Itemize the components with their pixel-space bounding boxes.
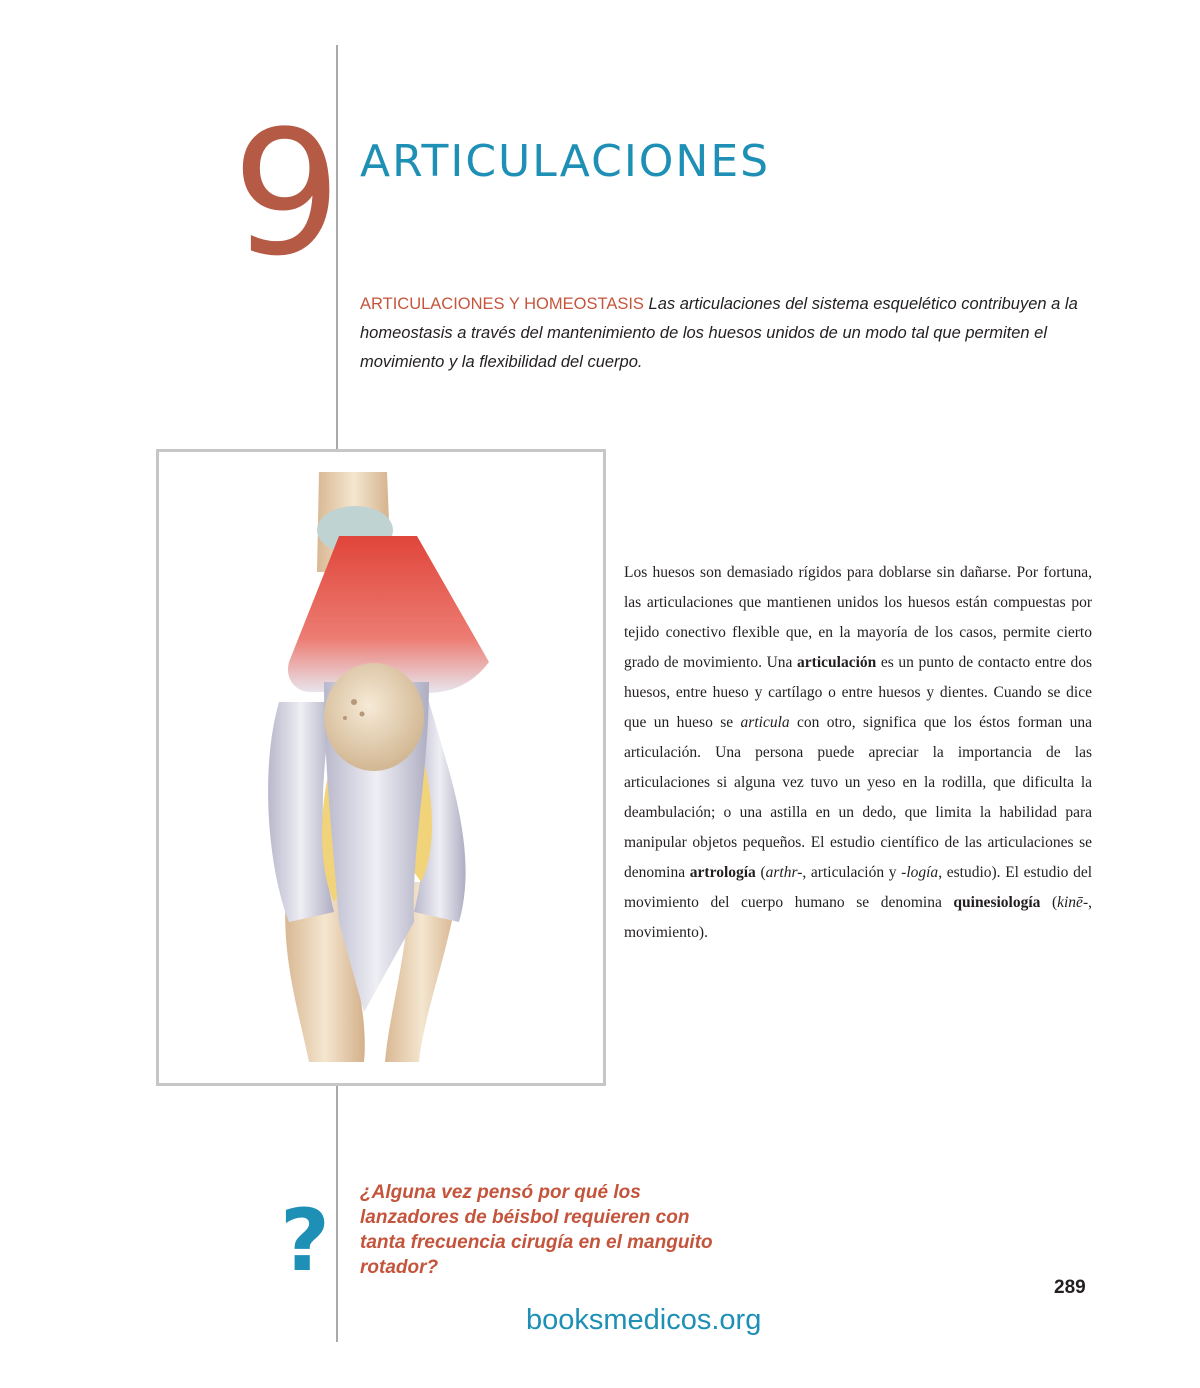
chapter-title: ARTICULACIONES xyxy=(360,136,771,187)
patella-shape xyxy=(324,663,424,771)
etym-kine: kinē- xyxy=(1057,894,1089,911)
body-text-5: , articulación y xyxy=(802,864,902,881)
body-text-6: , estudio). El estudio del movimiento del cuerpo humano se denomina xyxy=(624,864,1093,911)
term-artrologia: artrología xyxy=(689,864,756,881)
term-articula: articula xyxy=(740,714,790,731)
knee-figure xyxy=(156,449,606,1086)
etym-arthr: arthr- xyxy=(765,864,803,881)
term-articulacion: articulación xyxy=(797,654,877,671)
intro-text: Las articulaciones del sistema esquelético contribuyen a la homeostasis a través del mantenimiento de los huesos unidos de un modo tal que permiten el movimiento y la flexibilidad del cuerpo. xyxy=(360,295,1078,371)
question-mark-icon: ? xyxy=(280,1191,330,1291)
term-quinesiologia: quinesiología xyxy=(953,894,1041,911)
body-text-4: ( xyxy=(755,864,766,881)
body-paragraph xyxy=(624,558,1092,948)
body-text-1: Los huesos son demasiado rígidos para doblarse sin dañarse. Por fortuna, las articulaciones que mantienen unidos los huesos están compuestas por tejido conectivo flexible que, en la mayoría de los casos, permite cierto grado de movimiento. Una xyxy=(624,564,1092,671)
page-number: 289 xyxy=(1054,1277,1086,1298)
margin-rule-bottom xyxy=(336,1085,338,1342)
intro-lead: ARTICULACIONES Y HOMEOSTASIS xyxy=(360,295,644,313)
watermark-link[interactable]: booksmedicos.org xyxy=(526,1304,762,1336)
chapter-number: 9 xyxy=(232,93,342,294)
patella-pore xyxy=(343,716,347,720)
knee-illustration xyxy=(159,452,603,1083)
patella-pore xyxy=(351,699,357,705)
body-text-8: , movimiento). xyxy=(624,894,1092,941)
body-text-7: ( xyxy=(1040,894,1058,911)
patella-pore xyxy=(360,712,365,717)
etym-logia: -logía xyxy=(901,864,939,881)
body-text-2: es un punto de contacto entre dos huesos, entre hueso y cartílago o entre huesos y dientes. Cuando se dice que un hueso se xyxy=(624,654,1093,731)
intro-paragraph xyxy=(360,290,1100,377)
body-text-3: con otro, significa que los éstos forman una articulación. Una persona puede apreciar la importancia de las articulaciones si alguna vez tuvo un yeso en la rodilla, que dificulta la deambulación; o una astilla en un dedo, que limita la habilidad para manipular objetos pequeños. El estudio científico de las articulaciones se denomina xyxy=(624,714,1093,881)
question-text: ¿Alguna vez pensó por qué los lanzadores de béisbol requieren con tanta frecuencia cirugía en el manguito rotador? xyxy=(360,1182,713,1278)
